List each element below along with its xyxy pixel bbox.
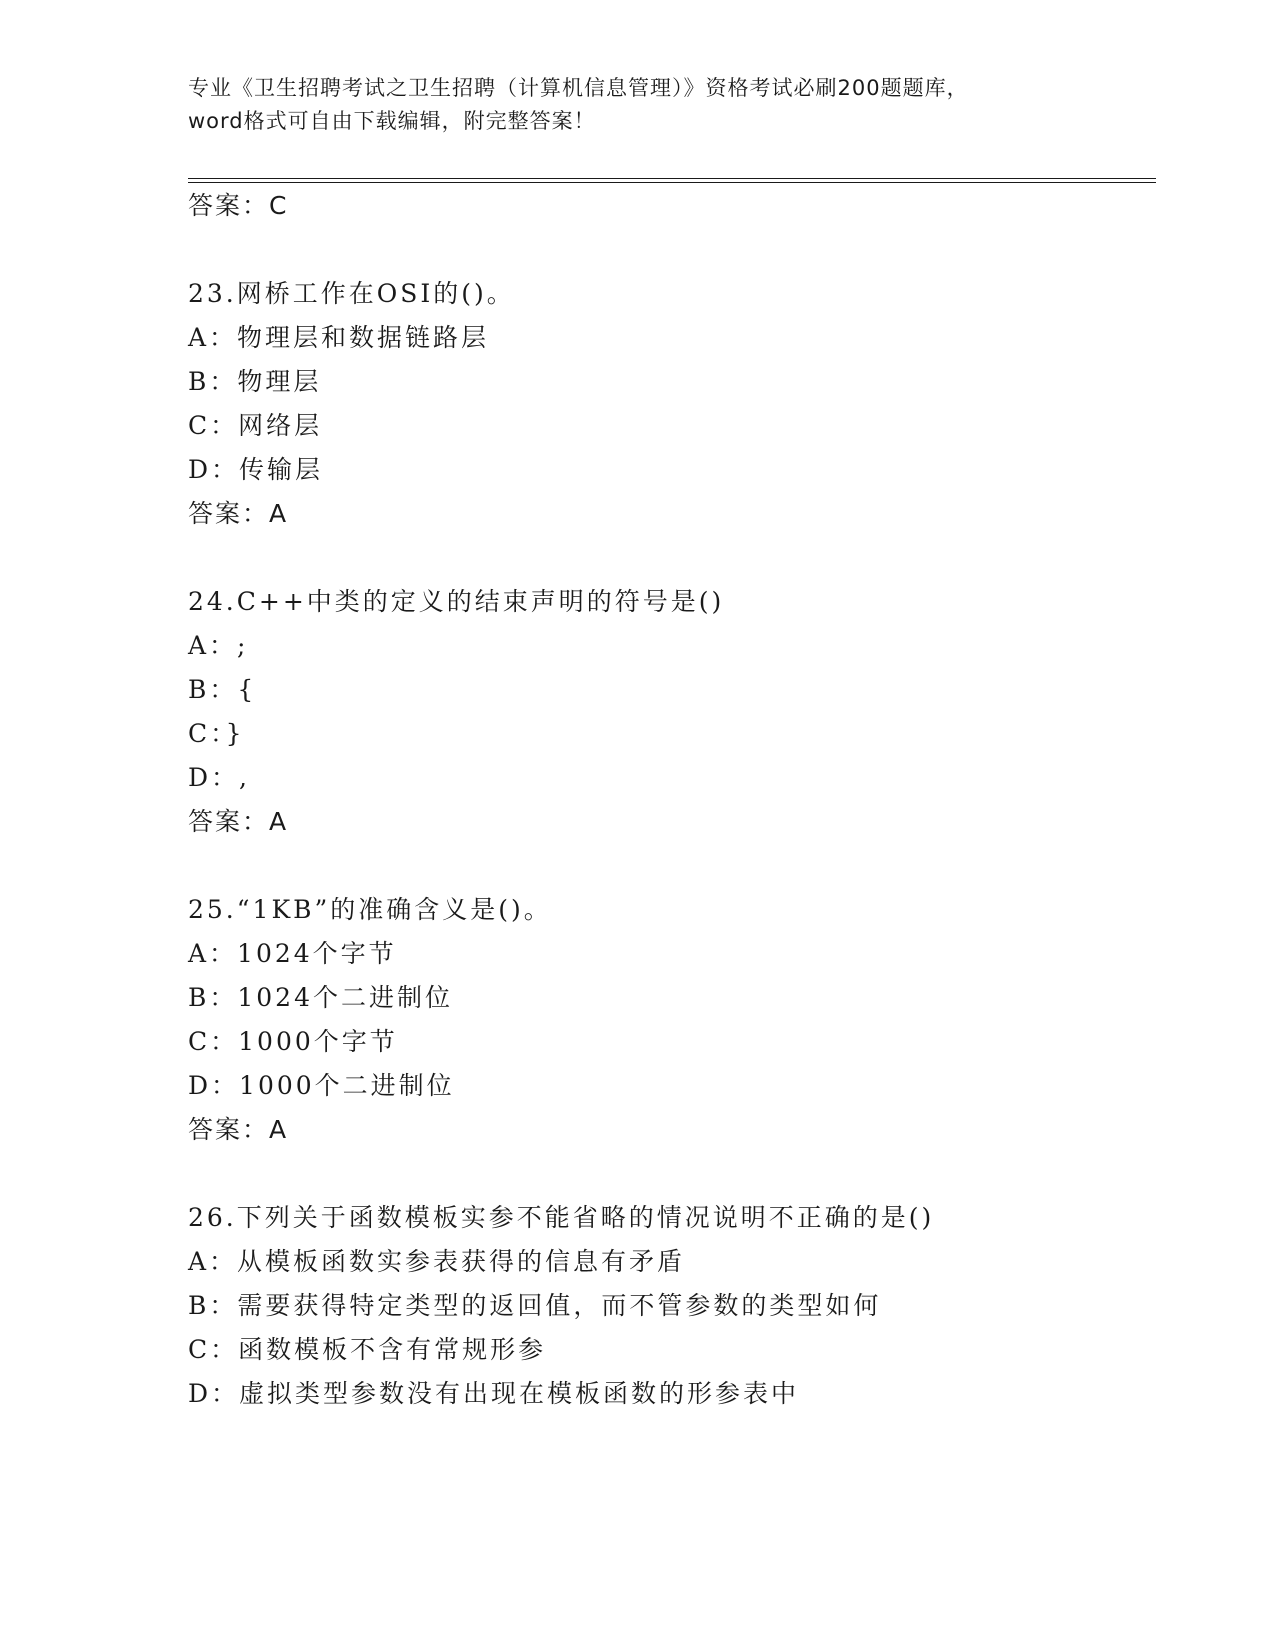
option-d: D：传输层 — [188, 455, 324, 484]
option-c: C：网络层 — [188, 411, 323, 440]
option-d: D：1000个二进制位 — [188, 1071, 455, 1100]
option-b: B：1024个二进制位 — [188, 983, 453, 1012]
question-stem: 26.下列关于函数模板实参不能省略的情况说明不正确的是() — [188, 1203, 935, 1232]
option-a: A：1024个字节 — [188, 939, 397, 968]
option-c: C：函数模板不含有常规形参 — [188, 1335, 547, 1364]
option-d: D：虚拟类型参数没有出现在模板函数的形参表中 — [188, 1379, 800, 1408]
header-line-2: word格式可自由下载编辑，附完整答案！ — [188, 109, 596, 133]
option-b: B：物理层 — [188, 367, 322, 396]
header-divider-top — [188, 178, 1156, 179]
option-b: B：需要获得特定类型的返回值，而不管参数的类型如何 — [188, 1291, 882, 1320]
option-a: A：; — [188, 631, 249, 660]
question-stem: 25.“1KB”的准确含义是()。 — [188, 895, 552, 924]
option-a: A：物理层和数据链路层 — [188, 323, 490, 352]
question-stem: 24.C++中类的定义的结束声明的符号是() — [188, 587, 725, 616]
option-c: C：} — [188, 719, 245, 748]
header-divider-bottom — [188, 182, 1156, 183]
header-line-1: 专业《卫生招聘考试之卫生招聘（计算机信息管理）》资格考试必刷200题题库， — [188, 76, 969, 100]
option-c: C：1000个字节 — [188, 1027, 398, 1056]
answer-previous: 答案：C — [188, 191, 289, 220]
option-a: A：从模板函数实参表获得的信息有矛盾 — [188, 1247, 686, 1276]
option-b: B：{ — [188, 675, 257, 704]
question-stem: 23.网桥工作在OSI的()。 — [188, 279, 515, 308]
option-d: D：, — [188, 763, 250, 792]
document-header — [188, 72, 1088, 138]
answer: 答案：A — [188, 499, 289, 528]
answer: 答案：A — [188, 807, 289, 836]
answer: 答案：A — [188, 1115, 289, 1144]
